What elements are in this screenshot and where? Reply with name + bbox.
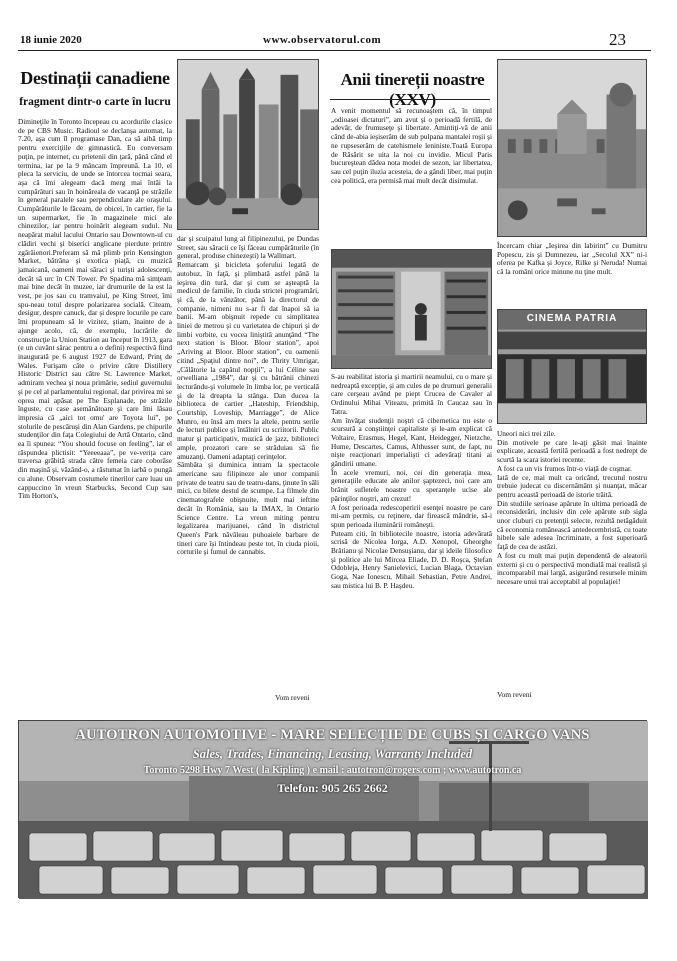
ad-services: Sales, Trades, Financing, Leasing, Warranty Included (192, 747, 473, 761)
cinema-patria-photo (497, 309, 647, 424)
article1-signoff: Vom reveni (275, 693, 310, 702)
article1-title: Destinații canadiene (20, 68, 170, 88)
article2-signoff: Vom reveni (497, 690, 532, 699)
bucharest-square-photo (497, 59, 647, 237)
article2-column-4a: Încercam chiar „Ieşirea din labirint” cu Dumitru Popescu, zis şi Dumnezeu, iar „Secolul XX” ni-i oferea pe Kafka şi Joyce, Rilke şi Neruda! Numai că la români orice minune nu ţine mult. (497, 241, 649, 277)
article2-column-3: S-au reabilitat istoria şi martirii neamului, cu o mare şi nedreaptă excepţie, şi am cules de pe drumuri generalii care cerşeau având pe piept Crucea de Cavaler al Ordinului Mihai Viteazu, primită în Caucaz sau în Tatra. Am învăţat studenţii noştri că cibernetica nu este o scursură a conştiinţei capitaliste şi le-am explicat că Voltaire, Erasmus, Hegel, Kant, Heidegger, Nietzche, Hume, Descartes, Camus, Althusser sunt, de fapt, nu nişte reacţionari imperialişti ci adevăraţi titani ai gândirii umane. În acele vremuri, noi, cei din generaţia mea, generaţiile educate ale anilor şaptezeci, noi care am brănit sufletele noastre cu speranţele ucise ale părinţilor noştri, am crezut! A fost perioada redescoperirii esenţei noastre pe care mi-am permis, cu reţinere, dar firească mândrie, să-i spun perioada iluminării româneşti. Puteam citi, în bibliotecile noastre, istoria adevărată scrisă de Nicolea Iorga, A.D. Xenopol, Gheorghe Brătianu şi Nicolae Densuşianu, dar şi ideile filosofice şi politice ale lui Mircea Eliade, D. D. Roşca, Ştefan Odobleja, Henry Sanielevici, Lucian Blaga, Octavian Goga, Nae Ionescu, Mihail Sebastian, Petre Andrei, sau mistica lui B. P. Haşdeu. (331, 372, 492, 590)
ad-headline: AUTOTRON AUTOMOTIVE - MARE SELECȚIE DE CUBS ȘI CARGO VANS (75, 727, 590, 743)
article2-column-4b: Uneori nici trei zile. Din motivele pe care le-aţi găsit mai înainte explicate, această fertilă perioadă a fost nedrept de scurtă la scara istoriei recente. A fost ca un vis frumos într-o viaţă de coşmar. Iată de ce, mai mult ca oricând, trecutul nostru trebuie judecat cu discernământ şi nuanţat, măcar pentru această perioadă de istorie trăită. Din studiile serioase apărute în ultima perioadă de reconsiderări, inclusiv din cele apărute sub sigla unor cluburi cu pretenţii selecte, rezultă netăgăduit că economia românească antedecembristă, cu toate hibele sale adesea încriminate, a fost superioară faţă de cea de astăzi. A fost cu mult mai puţin dependentă de aleatorii externi şi cu o perspectivă mondială mai realistă şi incomparabil mai largă, asigurând resursele minim necesare unui trai acceptabil al populaţiei! (497, 429, 647, 586)
issue-date: 18 iunie 2020 (20, 34, 82, 46)
header-rule (18, 50, 651, 51)
article2-intro: A venit momentul să recunoaştem că, în timpul „odioasei dictaturi”, am avut şi o perioadă fertilă, de adevăr, de frumuseţe şi libertate. Amintiţi-vă de anii când de-abia ieşiserăm de sub pulpana mantalei roşii şi ne rupseserăm de catehismele leniniste.Toată Europa de Răsărit se uita la noi cu invidie. Micul Paris bucureştean dădea nota modei de sezon, iar libertatea, sau cel puţin iluzia acesteia, de a gândi liber, mai puţin cea politică, era permisă mai mult decât disimulat. (331, 106, 494, 185)
bookstore-photo (331, 249, 492, 369)
ad-phone[interactable]: Telefon: 905 265 2662 (277, 781, 388, 795)
toronto-skyline-photo (177, 59, 319, 230)
article2-title: Anii tinereții noastre (XXV) (340, 70, 485, 109)
article1-subtitle: fragment dintr-o carte în lucru (19, 96, 171, 108)
article1-column-2: dar şi scuipatul lung al filipinezului, pe Dundas Street, sau săracii ce îşi făceau cumpărăturile (în general, produse chinezeşti) la Wallmart. Remarcam şi bicicleta şoferului legată de autobuz, în faţă, şi plimbată astfel până la ieşirea din tură, dar şi cum se aşteaptă la medicul de familie, în ciuda strictei programări, şi că, de la vânzător, până la directorul de companie, nimeni nu s-ar fi dat înapoi să ia banii. M-am obişnuit repede cu simplitatea liniei de metrou şi cu varietatea de chipuri şi de limbi vorbite, cu vocea liniştită anunţând “The next station is Bloor. Bloor station”, apoi „Ariving at Bloor. Bloor station”, cu oamenii citind „Spaţiul dintre noi”, de Thrity Umrigar, „Călătorie la capătul nopţii”, a lui Céline sau orwelliana „1984”, dar şi cu bătrânii chinezi lecturându-şi volumele în limba lor, pe verticală şi de la dreapta la stânga. Dan ducea la biblioteca de cartier „Hateship, Friendship, Courtship, Loveship, Marriagge”, de Alice Munro, eu însă am mers la altele, pentru serile de lecturi publice şi întâlniri cu scriitorii. Public matur şi participativ, muzică de jazz, biblioteci ample, prozatori care se străduiau să fie amuzanţi. Oameni adaptaţi cerinţelor. Sâmbăta şi duminica intram la spectacole americane sau filipineze ale unor companii private de teatru sau de teatru-dans, ţinute în săli mici, cu bilete destul de scumpe. La filmele din cinematografele obişnuite, mult mai ieftine decât în România, sau la IMAX, în Ontario Science Centre. La vreun miting pentru legalizarea marijuanei, când în districtul Queen's Park năvăleau puhoaiele barbare de tineri care îşi întindeau peste tot, în ciuda pioii, corturile şi fumul de cannabis. (177, 234, 319, 557)
autotron-advertisement[interactable] (18, 720, 647, 898)
article1-column-1: Dimineţile în Toronto începeau cu acordurile clasice de pe CBS Music. Radioul se declanşa automat, la 7.20, aşa cum îl programase Dan, ca să aibă timp pentru exerciţiile de gimnastică. Eu conversam puţin, pe internet, cu prietenii din ţară, până când el termina, iar pe la 9 mâncam împreună. La 10, el pleca la serviciu, de unde se întorcea tocmai seara, aşa că îmi alegeam dacă merg mai întâi la cumpărături sau în hoinăreala de vacanţă pe străzile în general paralele sau perpendiculare ale oraşului. Cumpărăturile le făceam, de obicei, în cartier, fie la un supermarket, fie în magazinele mici ale chinezilor, iar pentru hoinărit alegeam sudul. Nu neapărat malul lacului Ontario sau Downtown-ul cu clădiri vechi şi biserici anglicane pierdute printre zgârâienori.Preferam să mă plimb prin Kensington Market, bătrâna şi exotica piaţă, cu muzică jamaicană, oameni mai săraci şi turişti adolescenţi, decât să urc în CN Tower. Pe Spadina mă simţeam mai bine decât în muzee, iar drumurile de la est la vest, pe jos sau cu tramvaiul, pe King Street, îmi spu-neau totul despre polarizarea socială. Citeam, desigur, despre canuck, dar şi despre locurile pe care îmi propuneam să le vizitez, ştiam, înainte de a ajunge acolo, că, de exemplu, lucrările de construcţie la Union Station au început în 1913, gara (e un cuvânt sărac pentru a o defini) respectivă fiind inaugurată pe 6 august 1927 de Edward, Prinţ de Wales. Furişam câte o privire către Distillery Historic District sau către St. Lawrence Market, admiram vechea şi noua primărie, sediul guvernului şi pe cel al parlamentului regional, dar privirea mi se oprea mai apăsat pe The Esplanade, pe străzile înguste, cu case asemănătoare şi care îmi lăsau impresia că „aici tot omu' are Toyota lui”, pe stolurile de pescăruşi din Alan Gardens, pe chipurile studenţilor din faţa Colegiului de Artă Ontario, când ea îi spunea: “You should focuse on feeling”, iar el răspundea plictisit: “Yeeeeaaa”, pe ve-verița care traversa grăbită strada către femeia care coborâse din maşină şi, văzând-o, a răstumat în iarbă o pungă cu alune. Observam costumele tinerilor care luau un cappuccino în vreun Starbucks, Second Cup sau Tim Horton's, (18, 117, 174, 501)
cinema-sign-text: CINEMA PATRIA (526, 313, 618, 324)
site-url[interactable]: www.observatorul.com (263, 34, 382, 46)
page-number: 23 (609, 30, 626, 49)
ad-address[interactable]: Toronto 5298 Hwy 7 West ( la Kipling ) e mail : autotron@rogers.com ; www.autotron.ca (143, 765, 522, 776)
article2-title-rule (330, 99, 490, 100)
